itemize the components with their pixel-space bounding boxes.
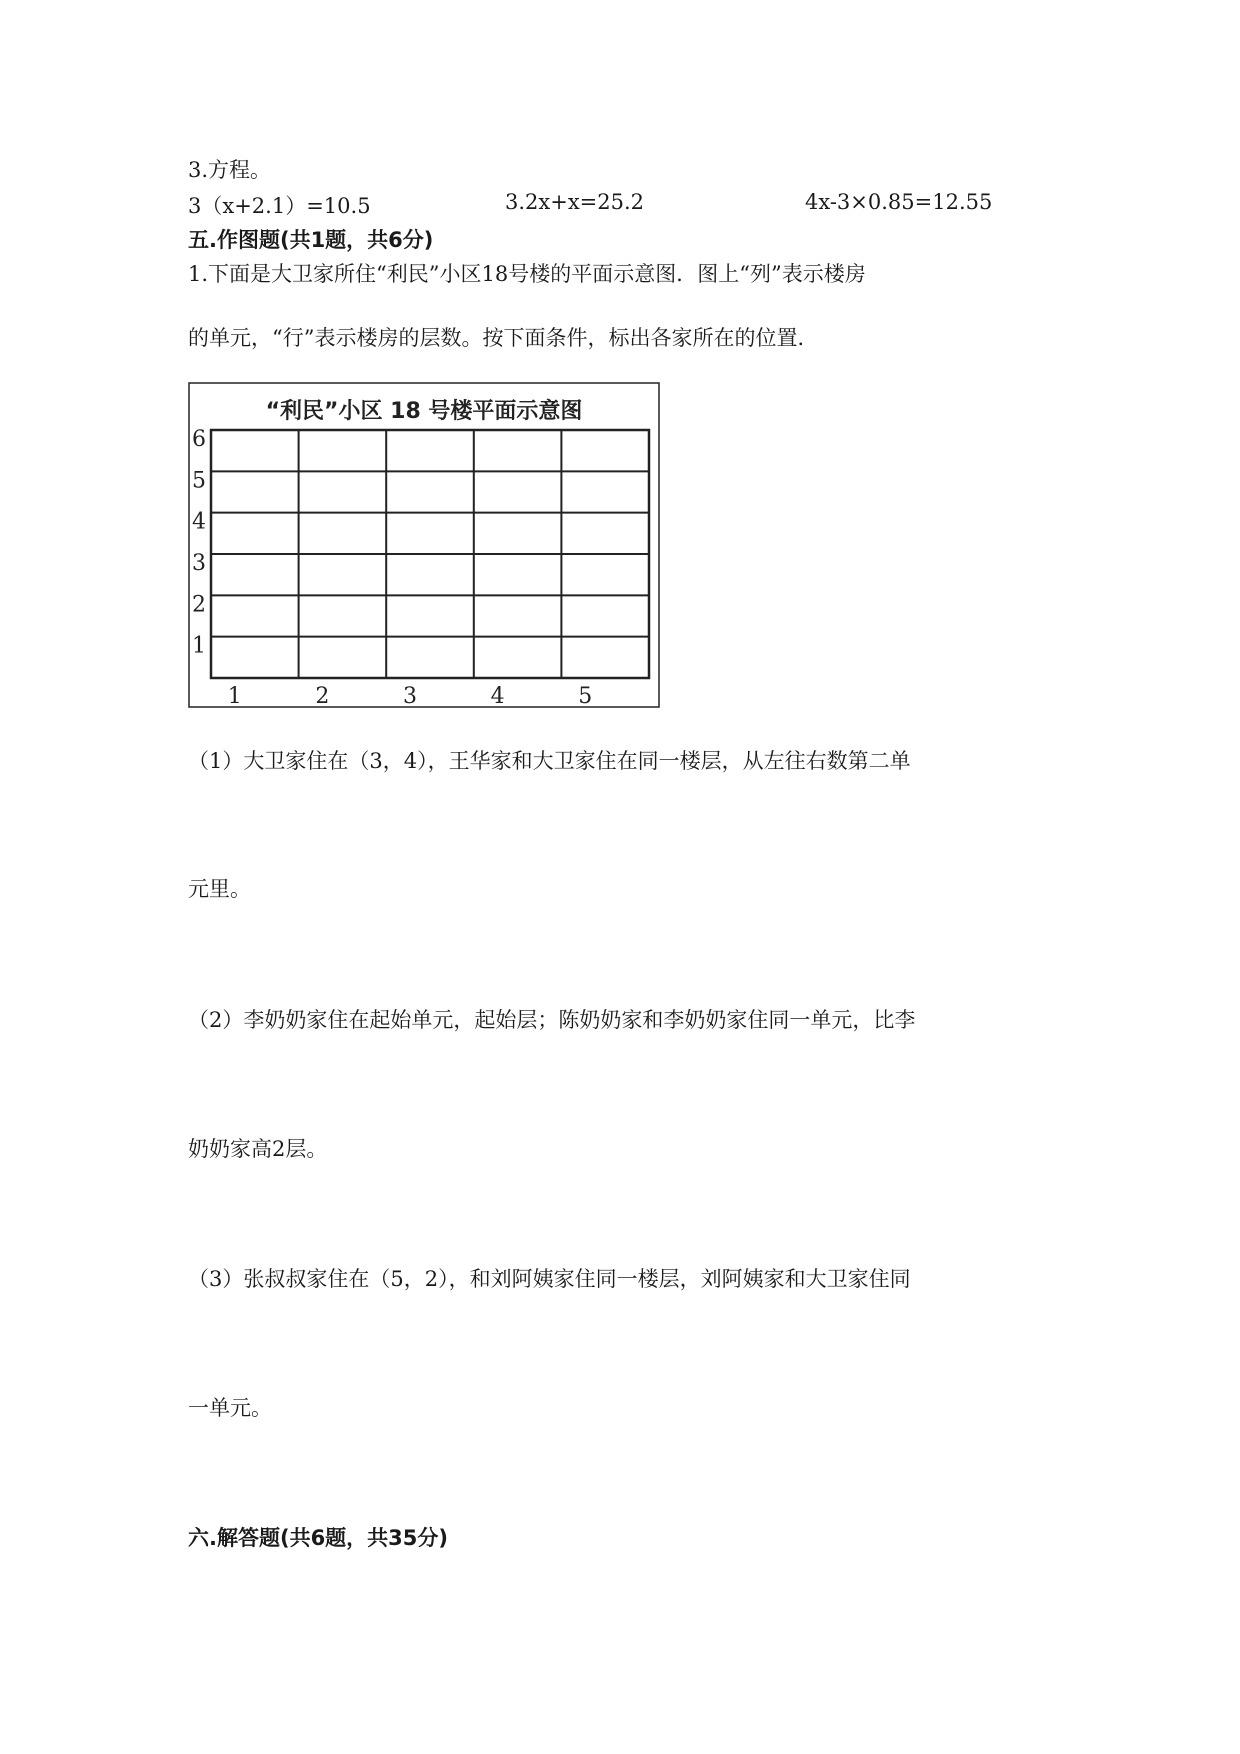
- figure-title: “利民”小区 18 号楼平面示意图: [265, 399, 583, 424]
- floor-plan-figure: [188, 382, 660, 708]
- condition-1-line-2: 元里。: [188, 877, 251, 901]
- condition-1-line-1: （1）大卫家住在（3，4），王华家和大卫家住在同一楼层，从左往右数第二单: [188, 749, 911, 773]
- row-label: 5: [192, 468, 206, 494]
- column-label: 2: [315, 684, 330, 708]
- column-label: 4: [490, 684, 505, 708]
- row-label: 3: [192, 551, 206, 576]
- problem-line-1: 1.下面是大卫家所住“利民”小区18号楼的平面示意图．图上“列”表示楼房: [188, 262, 866, 286]
- equation-3: 4x-3×0.85=12.55: [805, 190, 993, 214]
- condition-3-line-2: 一单元。: [188, 1396, 272, 1420]
- figure-frame: [189, 383, 659, 707]
- section6-title: 六.解答题(共6题，共35分): [188, 1526, 449, 1550]
- column-label: 5: [578, 684, 593, 708]
- condition-3-line-1: （3）张叔叔家住在（5，2），和刘阿姨家住同一楼层，刘阿姨家和大卫家住同: [188, 1267, 911, 1291]
- equation-2: 3.2x+x=25.2: [505, 190, 645, 214]
- problem-line-2: 的单元，“行”表示楼房的层数。按下面条件，标出各家所在的位置．: [188, 326, 819, 350]
- row-label: 6: [192, 427, 206, 452]
- row-label: 4: [192, 509, 206, 535]
- column-label: 1: [227, 684, 242, 708]
- condition-2-line-2: 奶奶家高2层。: [188, 1137, 328, 1161]
- equation-1: 3（x+2.1）=10.5: [188, 194, 371, 218]
- row-label: 1: [192, 633, 206, 659]
- condition-2-line-1: （2）李奶奶家住在起始单元，起始层；陈奶奶家和李奶奶家住同一单元，比李: [188, 1008, 916, 1032]
- row-label: 2: [192, 592, 206, 618]
- section5-title: 五.作图题(共1题，共6分): [188, 228, 434, 252]
- q3-label: 3.方程。: [188, 158, 272, 182]
- column-label: 3: [403, 684, 417, 708]
